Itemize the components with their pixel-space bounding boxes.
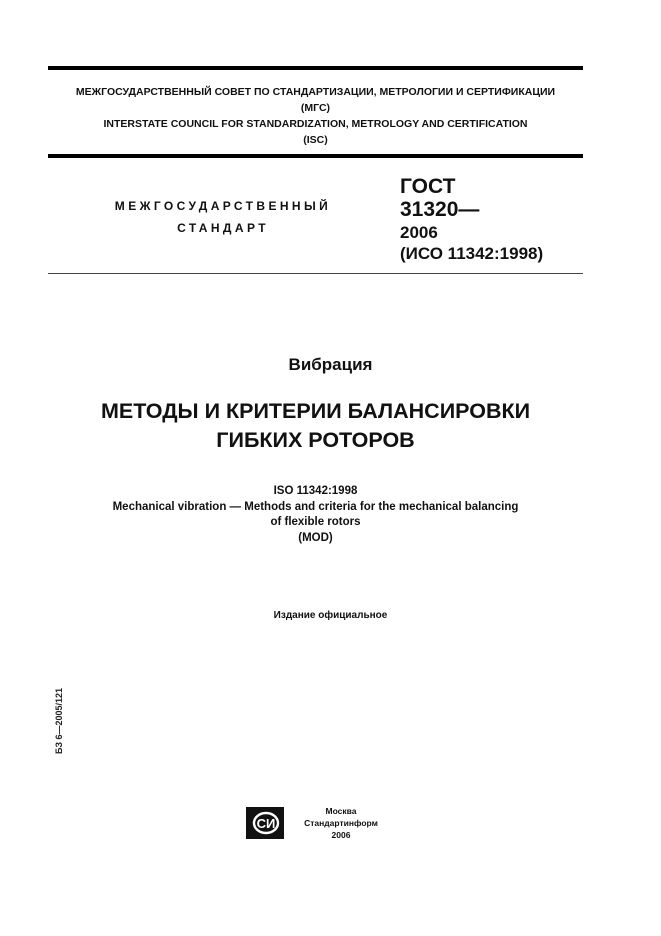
iso-reference: (ИСО 11342:1998) [400,244,544,263]
english-title-line1: Mechanical vibration — Methods and criteria for the mechanical balancing [112,500,519,513]
council-en-name: INTERSTATE COUNCIL FOR STANDARDIZATION, METROLOGY AND CERTIFICATION [103,118,528,130]
document-title [48,397,583,455]
publisher-text [286,805,396,841]
publisher-year: 2006 [331,830,351,840]
english-title-block [48,484,583,546]
standard-type-line2: СТАНДАРТ [177,221,269,235]
council-ru-name: МЕЖГОСУДАРСТВЕННЫЙ СОВЕТ ПО СТАНДАРТИЗАЦИИ, МЕТРОЛОГИИ И СЕРТИФИКАЦИИ [75,86,556,98]
publisher-city: Москва [325,806,357,816]
document-title-line2: ГИБКИХ РОТОРОВ [216,428,415,452]
standard-type [98,195,348,239]
modification-mark: (MOD) [298,531,333,544]
standard-type-line1: МЕЖГОСУДАРСТВЕННЫЙ [114,199,332,213]
council-header [48,84,583,148]
bottom-divider [48,273,583,274]
top-divider [48,66,583,70]
gost-designation [400,176,543,265]
edition-note: Издание официальное [273,610,388,621]
publisher-block [246,805,396,845]
gost-label: ГОСТ [400,175,456,198]
publisher-name: Стандартинформ [304,818,378,828]
document-topic: Вибрация [288,355,373,374]
council-en-abbreviation: (ISC) [303,134,328,146]
council-ru-abbreviation: (МГС) [300,102,331,114]
gost-number: 31320— [400,198,480,221]
side-catalog-code: БЗ 6—2005/121 [54,687,64,754]
gost-year: 2006 [400,223,438,242]
english-title-line2: of flexible rotors [270,516,361,528]
document-title-line1: МЕТОДЫ И КРИТЕРИИ БАЛАНСИРОВКИ [100,399,531,423]
iso-number: ISO 11342:1998 [273,485,358,497]
middle-divider [48,154,583,158]
standartinform-logo-icon [246,807,284,839]
svg-text:СИ: СИ [256,816,276,831]
